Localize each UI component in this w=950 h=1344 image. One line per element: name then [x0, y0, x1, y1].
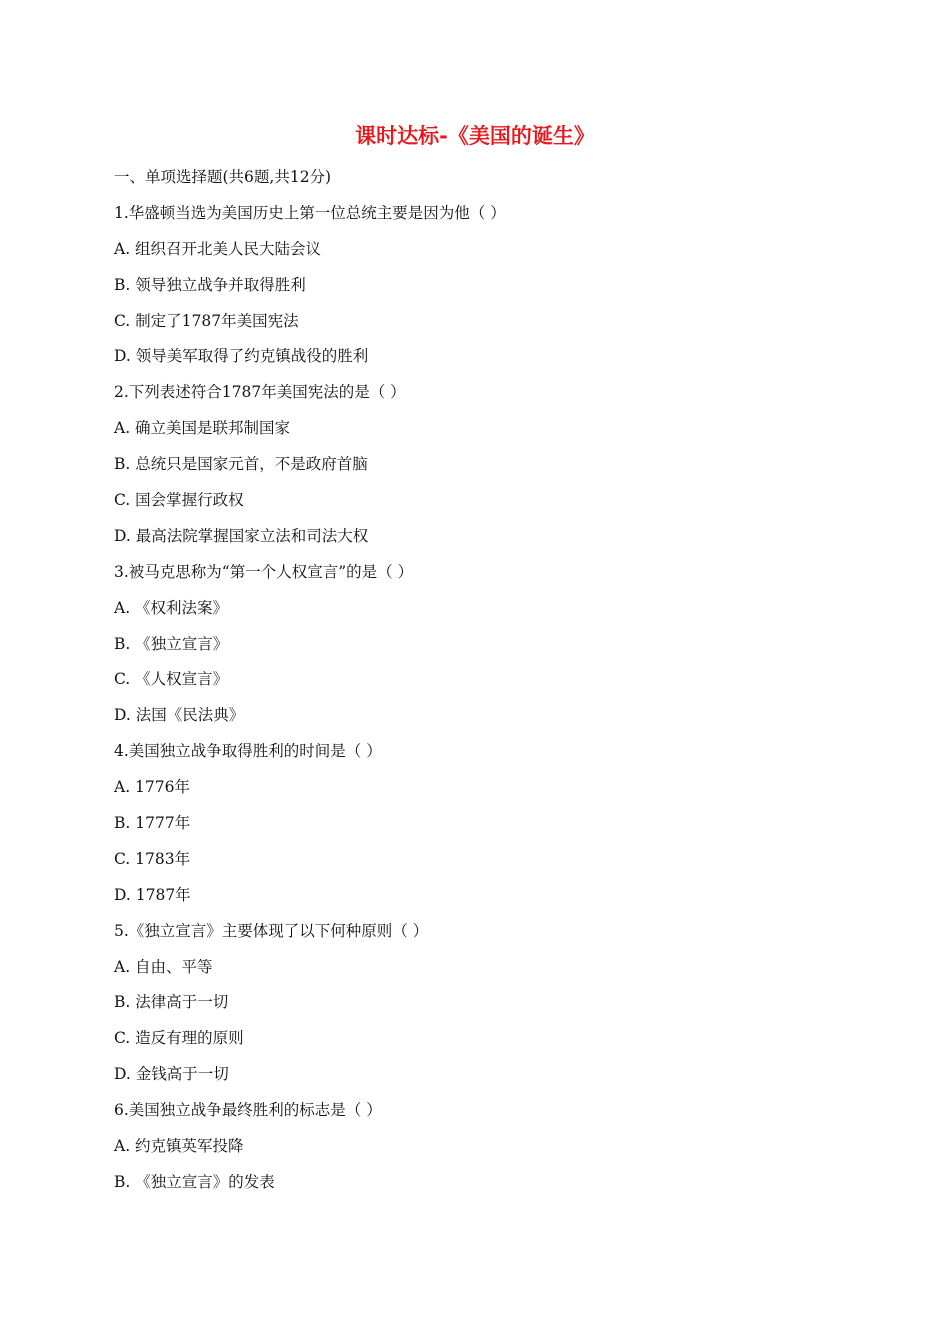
option-3a: A. 《权利法案》	[114, 598, 229, 617]
question-1: 1.华盛顿当选为美国历史上第一位总统主要是因为他（ ）	[114, 203, 506, 222]
question-3: 3.被马克思称为“第一个人权宣言”的是（ ）	[114, 562, 414, 581]
option-2b: B. 总统只是国家元首，不是政府首脑	[114, 455, 368, 474]
option-4d: D. 1787年	[114, 885, 191, 904]
option-5a: A. 自由、平等	[114, 957, 213, 976]
option-1d: D. 领导美军取得了约克镇战役的胜利	[114, 347, 369, 366]
option-2a: A. 确立美国是联邦制国家	[114, 419, 291, 438]
option-2d: D. 最高法院掌握国家立法和司法大权	[114, 526, 369, 545]
option-4b: B. 1777年	[114, 814, 191, 833]
option-6b: B. 《独立宣言》的发表	[114, 1172, 275, 1191]
question-4: 4.美国独立战争取得胜利的时间是（ ）	[114, 742, 382, 761]
option-1b: B. 领导独立战争并取得胜利	[114, 275, 306, 294]
section-heading: 一、单项选择题(共6题,共12分)	[114, 168, 332, 186]
option-5d: D. 金钱高于一切	[114, 1065, 229, 1084]
option-4a: A. 1776年	[114, 778, 190, 797]
question-5: 5.《独立宣言》主要体现了以下何种原则（ ）	[114, 921, 429, 940]
option-3b: B. 《独立宣言》	[114, 634, 229, 653]
option-6a: A. 约克镇英军投降	[114, 1137, 244, 1156]
option-4c: C. 1783年	[114, 849, 191, 868]
page-title: 课时达标-《美国的诞生》	[355, 124, 595, 148]
option-5c: C. 造反有理的原则	[114, 1029, 244, 1048]
question-list	[114, 160, 874, 1201]
option-2c: C. 国会掌握行政权	[114, 491, 244, 510]
question-6: 6.美国独立战争最终胜利的标志是（ ）	[114, 1101, 382, 1120]
option-3c: C. 《人权宣言》	[114, 670, 229, 689]
option-1c: C. 制定了1787年美国宪法	[114, 311, 299, 330]
option-1a: A. 组织召开北美人民大陆会议	[114, 239, 322, 258]
question-2: 2.下列表述符合1787年美国宪法的是（ ）	[114, 383, 406, 402]
option-5b: B. 法律高于一切	[114, 993, 229, 1012]
option-3d: D. 法国《民法典》	[114, 706, 245, 725]
